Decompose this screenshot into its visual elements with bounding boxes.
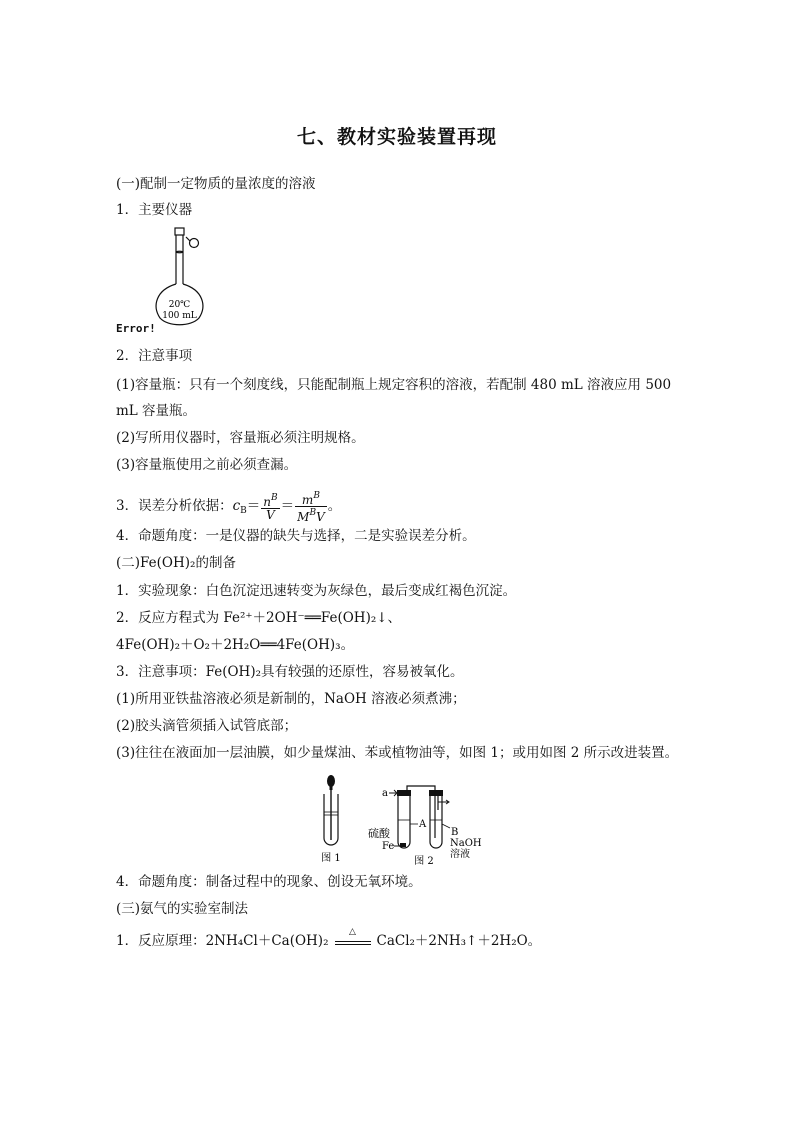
flask-temperature-label: 20℃	[168, 300, 191, 310]
figure-2-caption: 图 2	[414, 856, 434, 866]
figure-2-label-sulfuric-acid: 硫酸	[368, 827, 390, 840]
formula-prefix: 3．误差分析依据：	[116, 498, 233, 514]
s2-note-1: (1)所用亚铁盐溶液必须是新制的，NaOH 溶液必须煮沸；	[116, 691, 466, 707]
s1-note-2: (2)写所用仪器时，容量瓶必须注明规格。	[116, 430, 365, 446]
figure-1-caption: 图 1	[321, 853, 341, 864]
frac2-denominator: M	[297, 510, 310, 524]
s3-item-1-reaction	[116, 927, 542, 950]
s1-item-1: 1．主要仪器	[116, 202, 193, 218]
frac1-denominator: V	[266, 508, 275, 522]
volumetric-flask-illustration	[150, 226, 214, 330]
s2-note-2: (2)胶头滴管须插入试管底部；	[116, 718, 298, 734]
s2-item-3: 3．注意事项：Fe(OH)₂具有较强的还原性，容易被氧化。	[116, 664, 464, 680]
formula-end: 。	[327, 498, 342, 514]
formula-equals-2: ＝	[280, 498, 295, 514]
s2-item-1: 1．实验现象：白色沉淀迅速转变为灰绿色，最后变成红褐色沉淀。	[116, 583, 517, 599]
s1-note-1a: (1)容量瓶：只有一个刻度线，只能配制瓶上规定容积的溶液，若配制 480 mL 溶液应用 500	[116, 377, 672, 393]
figure-2-improved-apparatus	[368, 780, 484, 866]
heat-symbol: △	[349, 927, 356, 937]
figure-2-label-B: B	[451, 827, 459, 838]
figure-2-label-naoh: NaOH	[450, 838, 482, 849]
s1-item-3-formula	[116, 490, 341, 523]
figure-2-label-A: A	[419, 819, 427, 830]
frac2-numerator: m	[301, 493, 314, 507]
frac1-numerator-sup: B	[271, 493, 278, 503]
error-marker: Error!	[116, 322, 156, 335]
s1-note-1b: mL 容量瓶。	[116, 403, 197, 419]
s1-item-2: 2．注意事项	[116, 348, 193, 364]
s1-note-3: (3)容量瓶使用之前必须查漏。	[116, 457, 298, 473]
frac2-numerator-sup: B	[313, 491, 320, 501]
page-title: 七、教材实验装置再现	[296, 126, 497, 148]
figure-1-test-tube-with-dropper	[314, 772, 350, 864]
frac1-numerator: n	[263, 495, 272, 509]
heating-condition-sign	[335, 927, 371, 945]
fraction-m-over-mv	[295, 490, 327, 523]
fraction-n-over-v	[261, 492, 279, 521]
s2-item-2: 2．反应方程式为 Fe²⁺＋2OH⁻══Fe(OH)₂↓、	[116, 610, 402, 626]
figure-2-label-solution: 溶液	[450, 849, 470, 860]
figure-2-label-a: a	[382, 788, 388, 799]
section-3-heading: (三)氨气的实验室制法	[116, 901, 249, 917]
formula-lhs: c	[232, 498, 241, 514]
reaction-products: CaCl₂＋2NH₃↑＋2H₂O。	[376, 933, 542, 949]
frac2-denominator-sup: B	[309, 508, 317, 518]
frac2-denominator-tail: V	[316, 510, 325, 524]
s2-note-3: (3)往往在液面加一层油膜，如少量煤油、苯或植物油等，如图 1；或用如图 2 所示改进装置。	[116, 745, 679, 761]
figure-2-label-fe: Fe	[382, 841, 395, 852]
formula-lhs-sub: B	[240, 506, 247, 516]
reaction-reactants: 1．反应原理：2NH₄Cl＋Ca(OH)₂	[116, 933, 329, 949]
formula-equals-1: ＝	[246, 498, 261, 514]
s2-item-2b: 4Fe(OH)₂＋O₂＋2H₂O══4Fe(OH)₃。	[116, 637, 355, 653]
flask-volume-label: 100 mL	[162, 311, 197, 321]
s1-item-4: 4．命题角度：一是仪器的缺失与选择，二是实验误差分析。	[116, 528, 476, 544]
section-2-heading: (二)Fe(OH)₂的制备	[116, 555, 236, 571]
section-1-heading: (一)配制一定物质的量浓度的溶液	[116, 176, 316, 192]
s2-item-4: 4．命题角度：制备过程中的现象、创设无氧环境。	[116, 874, 422, 890]
